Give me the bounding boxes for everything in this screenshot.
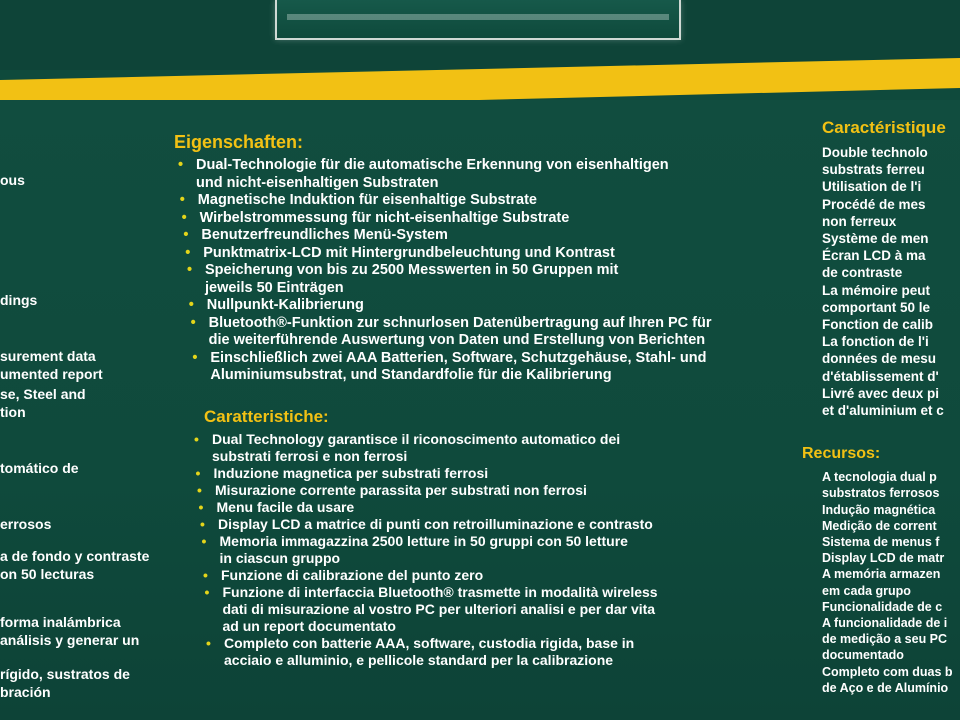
feature-text: Utilisation de l'i: [822, 179, 922, 195]
bullet-icon: •: [200, 515, 205, 532]
window-reflection: [287, 14, 669, 20]
bullet-icon: •: [185, 244, 191, 261]
bullet-icon: •: [188, 297, 194, 313]
bullet-icon: •: [204, 583, 210, 600]
feature-item: [185, 315, 772, 350]
feature-text: Menu facile da usare: [216, 498, 355, 515]
feature-item: [196, 533, 773, 567]
feature-text: non ferreux: [822, 213, 897, 229]
bullet-icon: •: [178, 157, 184, 173]
bullet-icon: •: [187, 262, 193, 278]
feature-text: die weiterführende Auswertung von Daten und Erstellung von Berichten: [208, 332, 706, 348]
feature-item: [183, 297, 772, 315]
spanish-english-fragment: umented report: [0, 366, 103, 382]
feature-text: A tecnologia dual p: [822, 470, 937, 485]
feature-text: de contraste: [822, 265, 903, 281]
feature-text: et d'aluminium et c: [822, 403, 944, 419]
feature-text: Punktmatrix-LCD mit Hintergrundbeleuchtung und Kontrast: [203, 244, 615, 261]
feature-item: [188, 431, 772, 465]
feature-text: A memória armazen: [822, 567, 941, 582]
italian-heading: Caratteristiche:: [204, 406, 329, 426]
french-heading: Caractéristique: [822, 118, 946, 137]
feature-item: [200, 635, 772, 669]
feature-text: Misurazione corrente parassita per substrati non ferrosi: [215, 481, 587, 498]
feature-item: [179, 245, 772, 263]
feature-text: La mémoire peut: [822, 282, 931, 298]
spanish-english-fragment: tion: [0, 404, 26, 420]
top-box-panel: [0, 0, 960, 70]
german-section: [172, 132, 772, 385]
feature-text: Completo con batterie AAA, software, custodia rigida, base in: [224, 634, 635, 651]
portuguese-heading: Recursos:: [802, 445, 881, 463]
spanish-english-fragment: forma inalámbrica: [0, 614, 121, 630]
feature-text: Double technolo: [822, 145, 928, 160]
feature-text: Bluetooth®-Funktion zur schnurlosen Datenübertragung auf Ihren PC für: [208, 314, 712, 331]
feature-text: Speicherung von bis zu 2500 Messwerten in 50 Gruppen mit: [205, 262, 619, 278]
right-column: [800, 118, 960, 696]
spanish-english-fragment: rígido, sustratos de: [0, 666, 130, 682]
feature-item: [197, 567, 772, 584]
feature-text: em cada grupo: [822, 583, 911, 598]
bullet-icon: •: [181, 209, 187, 226]
feature-text: Sistema de menus f: [822, 535, 940, 550]
feature-text: Procédé de mes: [822, 196, 926, 212]
middle-column: [172, 132, 772, 669]
spanish-english-fragment: on 50 lecturas: [0, 566, 95, 582]
bullet-icon: •: [179, 192, 185, 208]
bullet-icon: •: [183, 227, 189, 243]
feature-text: ad un report documentato: [222, 617, 396, 634]
bullet-icon: •: [197, 481, 202, 498]
bullet-icon: •: [190, 314, 196, 331]
feature-text: La fonction de l'i: [822, 334, 929, 350]
feature-text: Funzione di calibrazione del punto zero: [221, 566, 484, 583]
feature-text: d'établissement d': [822, 368, 939, 384]
feature-text: substrati ferrosi e non ferrosi: [212, 447, 408, 464]
bullet-icon: •: [206, 634, 211, 651]
feature-item: [194, 516, 772, 533]
feature-item: [174, 192, 772, 210]
spanish-english-fragment: ous: [0, 172, 25, 188]
feature-item: [186, 350, 772, 385]
feature-text: Wirbelstrommessung für nicht-eisenhaltige Substrate: [199, 209, 570, 226]
feature-text: données de mesu: [822, 351, 937, 367]
feature-text: Dual-Technologie für die automatische Erkennung von eisenhaltigen: [196, 157, 669, 173]
spanish-english-fragment: dings: [0, 292, 38, 308]
german-heading: Eigenschaften:: [174, 132, 304, 152]
bullet-icon: •: [203, 566, 208, 583]
feature-text: Einschließlich zwei AAA Batterien, Software, Schutzgehäuse, Stahl- und: [210, 349, 707, 366]
feature-text: Benutzerfreundliches Menü-System: [201, 227, 448, 243]
feature-text: jeweils 50 Einträgen: [205, 279, 344, 296]
spanish-english-fragment: se, Steel and: [0, 386, 86, 402]
feature-text: comportant 50 le: [822, 299, 931, 315]
spanish-english-fragment: tomático de: [0, 460, 79, 476]
portuguese-section: [800, 445, 960, 696]
feature-text: de medição a seu PC: [822, 632, 948, 647]
feature-text: Aluminiumsubstrat, und Standardfolie für die Kalibrierung: [210, 367, 612, 383]
bullet-icon: •: [195, 464, 201, 481]
feature-text: Magnetische Induktion für eisenhaltige Substrate: [197, 192, 537, 208]
feature-text: Funcionalidade de c: [822, 599, 943, 614]
feature-item: [191, 482, 772, 499]
feature-text: A funcionalidade de i: [822, 616, 948, 631]
bullet-icon: •: [201, 532, 207, 549]
feature-text: Induzione magnetica per substrati ferrosi: [213, 464, 489, 481]
feature-text: Nullpunkt-Kalibrierung: [206, 297, 364, 313]
feature-item: [190, 465, 773, 482]
feature-item: [177, 227, 772, 245]
spanish-english-fragment: análisis y generar un: [0, 632, 140, 648]
feature-text: substrats ferreu: [822, 162, 925, 178]
bullet-icon: •: [198, 498, 204, 515]
feature-text: substratos ferrosos: [822, 486, 940, 501]
french-section: [800, 118, 960, 419]
bullet-icon: •: [192, 349, 198, 366]
spanish-english-fragment: a de fondo y contraste: [0, 548, 150, 564]
feature-text: Medição de corrent: [822, 518, 937, 533]
spanish-english-fragment: bración: [0, 684, 51, 700]
feature-text: und nicht-eisenhaltigen Substraten: [196, 174, 439, 191]
feature-text: Display LCD de matr: [822, 551, 945, 566]
feature-text: Dual Technology garantisce il riconoscimento automatico dei: [212, 430, 621, 447]
feature-item: [176, 210, 772, 228]
feature-item: [172, 157, 772, 192]
feature-item: [193, 499, 773, 516]
feature-text: Completo com duas b: [822, 664, 953, 679]
feature-text: Indução magnética: [822, 502, 936, 517]
plastic-window: [275, 0, 681, 40]
feature-text: Fonction de calib: [822, 317, 934, 333]
feature-text: Display LCD a matrice di punti con retroilluminazione e contrasto: [218, 515, 653, 532]
feature-text: Écran LCD à ma: [822, 248, 926, 264]
feature-text: documentado: [822, 648, 904, 663]
spanish-english-fragment: surement data: [0, 348, 96, 364]
feature-text: acciaio e alluminio, e pellicole standard per la calibrazione: [224, 651, 614, 668]
feature-text: Système de men: [822, 231, 929, 247]
feature-text: Livré avec deux pi: [822, 385, 940, 401]
feature-item: [181, 262, 772, 297]
italian-section: [172, 407, 772, 669]
feature-item: [199, 584, 773, 635]
feature-text: Funzione di interfaccia Bluetooth® trasmette in modalità wireless: [222, 583, 658, 600]
feature-text: Memoria immagazzina 2500 letture in 50 gruppi con 50 letture: [219, 532, 628, 549]
spanish-english-fragment: errosos: [0, 516, 52, 532]
bullet-icon: •: [194, 430, 199, 447]
feature-text: dati di misurazione al vostro PC per ulteriori analisi e per dar vita: [222, 600, 656, 617]
feature-text: in ciascun gruppo: [219, 549, 341, 566]
feature-text: de Aço e de Alumínio: [822, 680, 949, 695]
